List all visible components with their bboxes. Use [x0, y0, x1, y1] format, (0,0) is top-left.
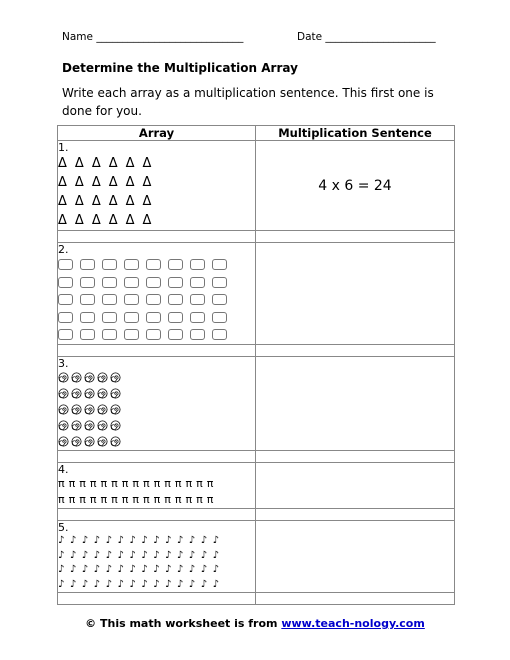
spacer-cell — [58, 592, 256, 604]
music-note-icon: ♪ — [188, 535, 196, 547]
array-row — [58, 370, 255, 386]
rounded-rectangle-icon — [146, 329, 161, 340]
sentence-cell[interactable]: 4 x 6 = 24 — [256, 141, 455, 231]
column-header-sentence: Multiplication Sentence — [256, 126, 455, 141]
problem-number: 1. — [58, 141, 69, 154]
music-note-icon: ♪ — [129, 535, 136, 547]
array-row — [58, 256, 255, 274]
rounded-rectangle-icon — [58, 312, 73, 323]
music-note-icon: ♪ — [58, 578, 65, 590]
pi-icon: π — [89, 493, 97, 506]
array-cell — [58, 462, 256, 508]
pi-icon: π — [58, 493, 65, 506]
sentence-cell[interactable] — [256, 356, 455, 450]
pi-icon: π — [164, 493, 171, 506]
music-note-icon: ♪ — [200, 564, 208, 576]
pi-icon: π — [206, 477, 214, 490]
array-row — [58, 386, 255, 402]
music-note-icon: ♪ — [105, 549, 112, 561]
rounded-rectangle-icon — [102, 329, 117, 340]
spiral-icon — [110, 372, 121, 383]
footer-credit — [0, 617, 510, 630]
music-note-icon: ♪ — [69, 549, 77, 561]
music-note-icon: ♪ — [117, 564, 124, 576]
triangle-icon: Δ — [58, 194, 67, 209]
array-row — [58, 291, 255, 309]
spiral-icon — [84, 388, 95, 399]
music-note-icon: ♪ — [212, 549, 219, 561]
music-note-icon: ♪ — [176, 535, 184, 547]
rounded-rectangle-icon — [124, 259, 139, 270]
triangle-icon: Δ — [125, 175, 135, 190]
music-note-icon: ♪ — [212, 535, 219, 547]
music-note-icon: ♪ — [153, 564, 160, 576]
pi-icon: π — [143, 477, 150, 490]
array-row — [58, 418, 255, 434]
triangle-icon: Δ — [142, 175, 152, 190]
rounded-rectangle-icon — [58, 329, 73, 340]
pi-icon: π — [111, 493, 118, 506]
triangle-icon: Δ — [108, 194, 118, 209]
spacer-row — [58, 450, 455, 462]
music-note-icon: ♪ — [165, 549, 172, 561]
spiral-icon — [71, 372, 82, 383]
music-note-icon: ♪ — [176, 578, 184, 590]
sentence-cell[interactable] — [256, 243, 455, 345]
rounded-rectangle-icon — [102, 277, 117, 288]
triangle-icon: Δ — [91, 156, 101, 171]
music-note-icon: ♪ — [188, 564, 196, 576]
music-note-icon: ♪ — [129, 549, 136, 561]
pi-icon: π — [132, 493, 139, 506]
rounded-rectangle-icon — [146, 294, 161, 305]
pi-icon: π — [100, 493, 108, 506]
rounded-rectangle-icon — [168, 294, 183, 305]
spiral-icon — [58, 420, 69, 431]
spacer-row — [58, 231, 455, 243]
pi-icon: π — [153, 493, 161, 506]
triangle-icon: Δ — [142, 213, 152, 228]
rounded-rectangle-icon — [80, 277, 95, 288]
spacer-cell — [256, 508, 455, 520]
music-note-icon: ♪ — [212, 578, 219, 590]
pi-icon: π — [68, 477, 76, 490]
music-note-icon: ♪ — [105, 535, 112, 547]
triangle-icon: Δ — [91, 175, 101, 190]
triangle-icon: Δ — [91, 213, 101, 228]
pi-icon: π — [143, 493, 150, 506]
spiral-icon — [97, 436, 108, 447]
pi-icon: π — [174, 493, 182, 506]
array-cell — [58, 141, 256, 231]
spacer-row — [58, 592, 455, 604]
spiral-icon — [58, 404, 69, 415]
array-row — [58, 476, 255, 492]
pi-icon: π — [79, 493, 86, 506]
pi-icon: π — [185, 477, 193, 490]
spiral-icon — [110, 388, 121, 399]
rounded-rectangle-icon — [124, 329, 139, 340]
rounded-rectangle-icon — [190, 294, 205, 305]
array-row — [58, 309, 255, 327]
rounded-rectangle-icon — [212, 259, 227, 270]
pi-icon: π — [58, 477, 65, 490]
spiral-icon — [71, 404, 82, 415]
array-row — [58, 154, 255, 173]
spacer-cell — [58, 231, 256, 243]
array-row — [58, 492, 255, 508]
rounded-rectangle-icon — [80, 294, 95, 305]
rounded-rectangle-icon — [146, 312, 161, 323]
array-row — [58, 402, 255, 418]
teach-nology-link[interactable]: www.teach-nology.com — [281, 617, 425, 630]
array-row — [58, 326, 255, 344]
spacer-cell — [256, 344, 455, 356]
spacer-cell — [58, 450, 256, 462]
music-note-icon: ♪ — [165, 535, 172, 547]
problem-row — [58, 243, 455, 345]
spacer-cell — [256, 450, 455, 462]
triangle-icon: Δ — [108, 175, 118, 190]
rounded-rectangle-icon — [190, 312, 205, 323]
rounded-rectangle-icon — [102, 312, 117, 323]
music-note-icon: ♪ — [93, 564, 101, 576]
sentence-cell[interactable] — [256, 520, 455, 592]
table-header-row — [58, 126, 455, 141]
spiral-icon — [97, 388, 108, 399]
music-note-icon: ♪ — [200, 578, 208, 590]
triangle-icon: Δ — [142, 194, 152, 209]
spiral-icon — [110, 436, 121, 447]
rounded-rectangle-icon — [168, 259, 183, 270]
pi-icon: π — [68, 493, 76, 506]
spacer-cell — [58, 508, 256, 520]
spiral-icon — [84, 404, 95, 415]
problem-row — [58, 356, 455, 450]
problem-number: 3. — [58, 356, 69, 370]
spiral-icon — [58, 388, 69, 399]
rounded-rectangle-icon — [58, 277, 73, 288]
problem-number: 4. — [58, 462, 69, 476]
triangle-icon: Δ — [91, 194, 101, 209]
spiral-icon — [58, 436, 69, 447]
array-row — [58, 274, 255, 292]
array-row — [58, 211, 255, 230]
music-note-icon: ♪ — [200, 535, 208, 547]
music-note-icon: ♪ — [129, 564, 136, 576]
music-note-icon: ♪ — [200, 549, 208, 561]
spacer-cell — [58, 344, 256, 356]
rounded-rectangle-icon — [124, 277, 139, 288]
triangle-icon: Δ — [74, 156, 84, 171]
music-note-icon: ♪ — [69, 578, 77, 590]
rounded-rectangle-icon — [190, 277, 205, 288]
spiral-icon — [110, 420, 121, 431]
worksheet-title: Determine the Multiplication Array — [62, 61, 298, 75]
music-note-icon: ♪ — [129, 578, 136, 590]
array-cell — [58, 356, 256, 450]
triangle-icon: Δ — [108, 156, 118, 171]
rounded-rectangle-icon — [80, 259, 95, 270]
pi-icon: π — [132, 477, 139, 490]
spiral-icon — [58, 372, 69, 383]
rounded-rectangle-icon — [212, 277, 227, 288]
pi-icon: π — [174, 477, 182, 490]
column-header-array: Array — [58, 126, 256, 141]
pi-icon: π — [196, 477, 203, 490]
problem-row — [58, 462, 455, 508]
music-note-icon: ♪ — [141, 549, 148, 561]
array-row — [58, 577, 255, 592]
triangle-icon: Δ — [125, 156, 135, 171]
music-note-icon: ♪ — [69, 535, 77, 547]
rounded-rectangle-icon — [146, 259, 161, 270]
music-note-icon: ♪ — [81, 535, 89, 547]
music-note-icon: ♪ — [105, 578, 112, 590]
rounded-rectangle-icon — [212, 329, 227, 340]
pi-icon: π — [206, 493, 214, 506]
spiral-icon — [71, 420, 82, 431]
array-row — [58, 563, 255, 578]
music-note-icon: ♪ — [69, 564, 77, 576]
triangle-icon: Δ — [142, 156, 152, 171]
rounded-rectangle-icon — [190, 329, 205, 340]
music-note-icon: ♪ — [58, 535, 65, 547]
music-note-icon: ♪ — [105, 564, 112, 576]
instructions-text: Write each array as a multiplication sentence. This first one is done for you. — [62, 86, 434, 118]
rounded-rectangle-icon — [58, 259, 73, 270]
music-note-icon: ♪ — [81, 549, 89, 561]
music-note-icon: ♪ — [165, 564, 172, 576]
triangle-icon: Δ — [74, 213, 84, 228]
pi-icon: π — [153, 477, 161, 490]
pi-icon: π — [196, 493, 203, 506]
music-note-icon: ♪ — [212, 564, 219, 576]
music-note-icon: ♪ — [188, 578, 196, 590]
date-field-label: Date _____________________ — [297, 31, 436, 43]
array-row — [58, 173, 255, 192]
pi-icon: π — [121, 493, 129, 506]
pi-icon: π — [185, 493, 193, 506]
music-note-icon: ♪ — [176, 549, 184, 561]
rounded-rectangle-icon — [124, 312, 139, 323]
spiral-icon — [97, 372, 108, 383]
pi-icon: π — [79, 477, 86, 490]
pi-icon: π — [100, 477, 108, 490]
pi-icon: π — [89, 477, 97, 490]
array-table — [57, 125, 455, 605]
spacer-cell — [256, 231, 455, 243]
array-cell — [58, 520, 256, 592]
music-note-icon: ♪ — [165, 578, 172, 590]
problem-number: 5. — [58, 520, 69, 534]
music-note-icon: ♪ — [93, 535, 101, 547]
music-note-icon: ♪ — [153, 535, 160, 547]
rounded-rectangle-icon — [80, 312, 95, 323]
music-note-icon: ♪ — [81, 578, 89, 590]
problem-row — [58, 520, 455, 592]
sentence-cell[interactable] — [256, 462, 455, 508]
music-note-icon: ♪ — [117, 578, 124, 590]
spiral-icon — [97, 404, 108, 415]
array-row — [58, 434, 255, 450]
triangle-icon: Δ — [58, 213, 67, 228]
rounded-rectangle-icon — [168, 329, 183, 340]
music-note-icon: ♪ — [176, 564, 184, 576]
spacer-row — [58, 508, 455, 520]
spacer-row — [58, 344, 455, 356]
spiral-icon — [110, 404, 121, 415]
spiral-icon — [71, 388, 82, 399]
spacer-cell — [256, 592, 455, 604]
rounded-rectangle-icon — [124, 294, 139, 305]
problem-row — [58, 141, 455, 231]
rounded-rectangle-icon — [58, 294, 73, 305]
spiral-icon — [84, 372, 95, 383]
triangle-icon: Δ — [108, 213, 118, 228]
problem-number: 2. — [58, 243, 69, 256]
music-note-icon: ♪ — [58, 564, 65, 576]
rounded-rectangle-icon — [102, 294, 117, 305]
triangle-icon: Δ — [74, 175, 84, 190]
music-note-icon: ♪ — [81, 564, 89, 576]
triangle-icon: Δ — [125, 213, 135, 228]
music-note-icon: ♪ — [141, 535, 148, 547]
triangle-icon: Δ — [125, 194, 135, 209]
music-note-icon: ♪ — [153, 578, 160, 590]
pi-icon: π — [111, 477, 118, 490]
rounded-rectangle-icon — [212, 312, 227, 323]
music-note-icon: ♪ — [117, 549, 124, 561]
footer-prefix: © This math worksheet is from — [85, 617, 282, 630]
music-note-icon: ♪ — [153, 549, 160, 561]
triangle-icon: Δ — [74, 194, 84, 209]
rounded-rectangle-icon — [212, 294, 227, 305]
name-field-label: Name ____________________________ — [62, 31, 244, 43]
array-row — [58, 192, 255, 211]
spiral-icon — [84, 436, 95, 447]
array-row — [58, 548, 255, 563]
rounded-rectangle-icon — [190, 259, 205, 270]
rounded-rectangle-icon — [168, 277, 183, 288]
music-note-icon: ♪ — [117, 535, 124, 547]
rounded-rectangle-icon — [168, 312, 183, 323]
array-row — [58, 534, 255, 549]
pi-icon: π — [164, 477, 171, 490]
spiral-icon — [97, 420, 108, 431]
music-note-icon: ♪ — [58, 549, 65, 561]
spiral-icon — [71, 436, 82, 447]
pi-icon: π — [121, 477, 129, 490]
triangle-icon: Δ — [58, 175, 67, 190]
rounded-rectangle-icon — [146, 277, 161, 288]
triangle-icon: Δ — [58, 156, 67, 171]
music-note-icon: ♪ — [93, 578, 101, 590]
array-cell — [58, 243, 256, 345]
music-note-icon: ♪ — [188, 549, 196, 561]
rounded-rectangle-icon — [102, 259, 117, 270]
music-note-icon: ♪ — [141, 578, 148, 590]
rounded-rectangle-icon — [80, 329, 95, 340]
spiral-icon — [84, 420, 95, 431]
music-note-icon: ♪ — [93, 549, 101, 561]
music-note-icon: ♪ — [141, 564, 148, 576]
